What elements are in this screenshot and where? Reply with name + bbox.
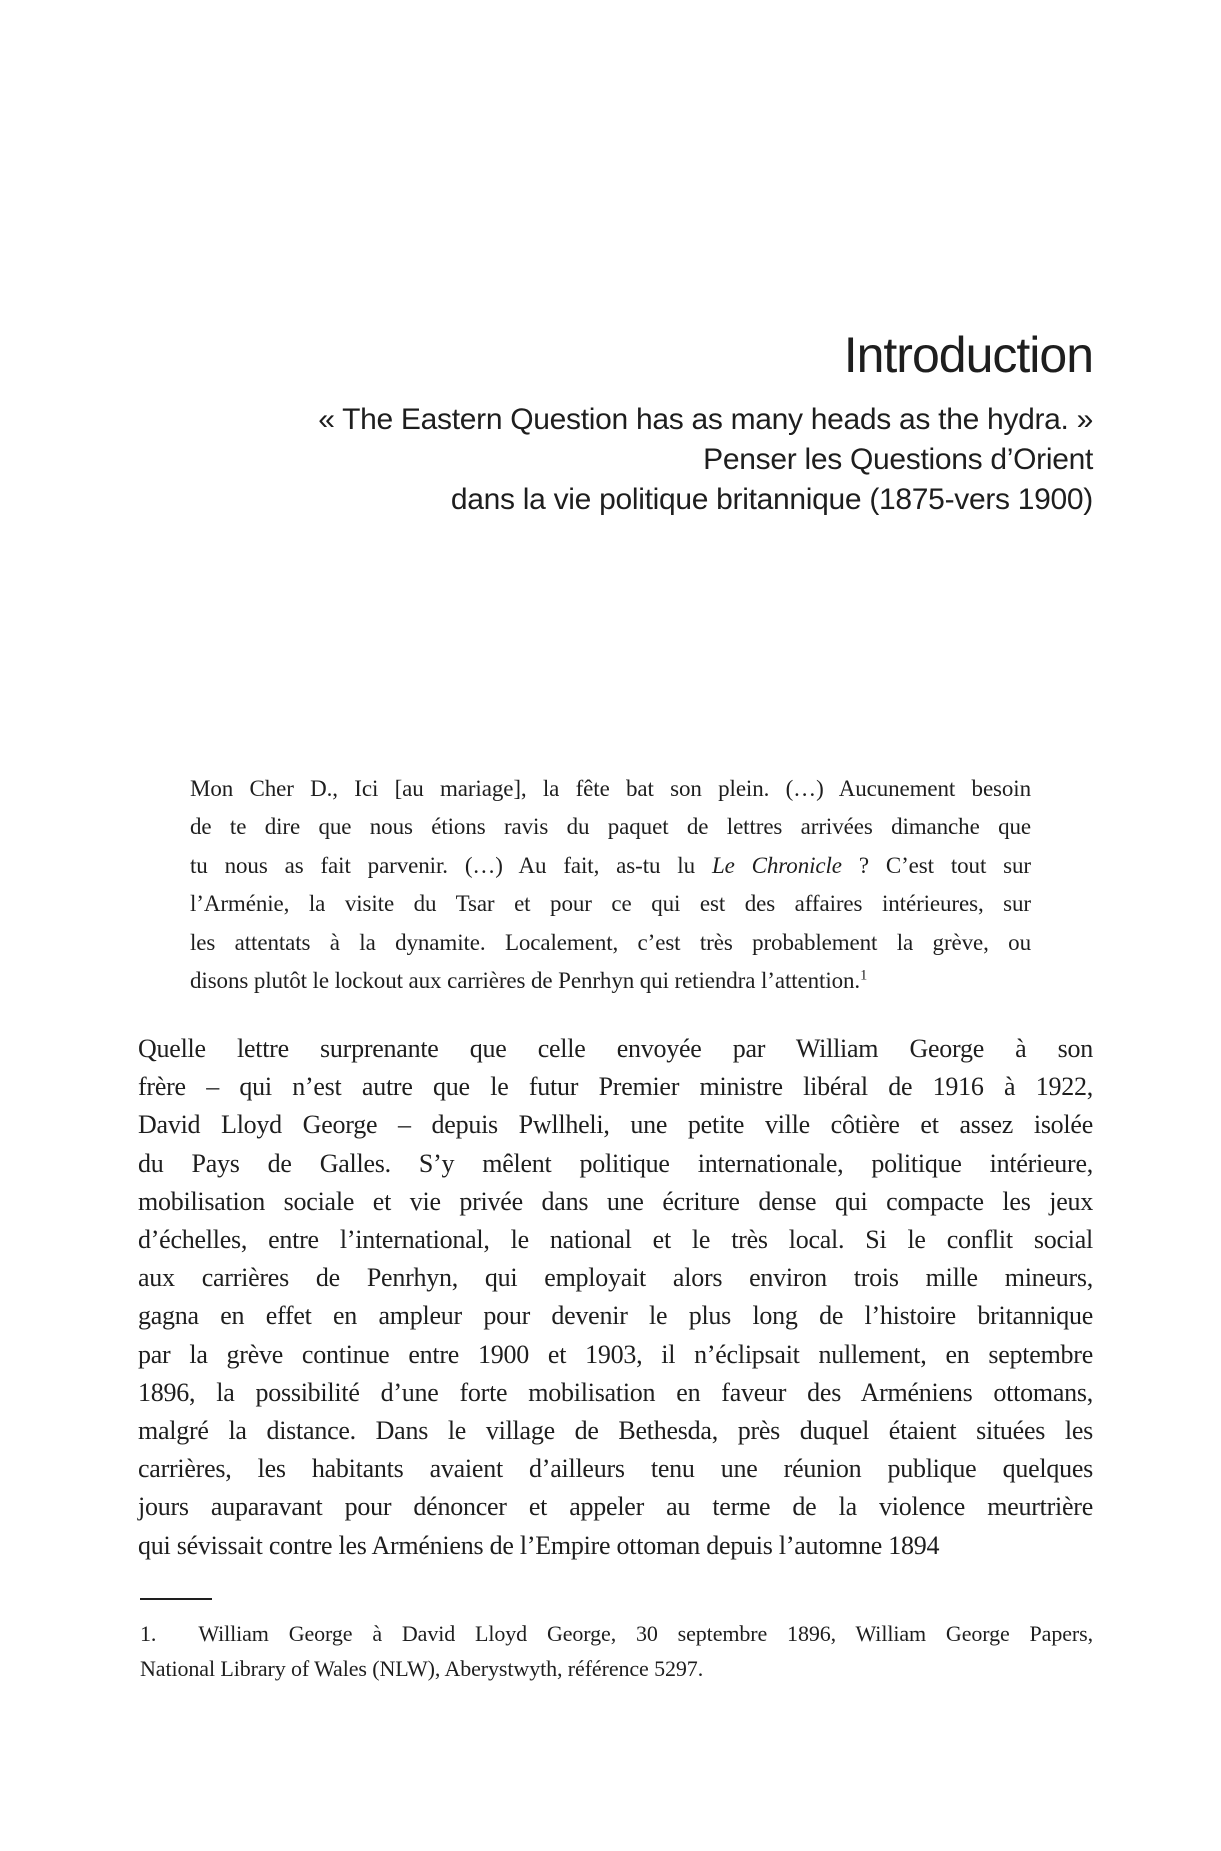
footnote-line-1 [140, 1616, 1093, 1651]
epigraph-quote [190, 770, 1031, 1000]
chapter-subtitle [138, 400, 1093, 520]
epigraph-line6-text: disons plutôt le lockout aux carrières de Penrhyn qui retiendra l’attention. [190, 968, 861, 994]
epigraph-line: l’Arménie, la visite du Tsar et pour ce qui est des affaires intérieures, sur [190, 891, 1031, 917]
body-line: jours auparavant pour dénoncer et appeler au terme de la violence meurtrière [138, 1492, 1093, 1522]
body-line: par la grève continue entre 1900 et 1903, il n’éclipsait nullement, en septembre [138, 1339, 1093, 1369]
chapter-title: Introduction [843, 327, 1093, 383]
body-line: frère – qui n’est autre que le futur Premier ministre libéral de 1916 à 1922, [138, 1072, 1093, 1102]
subtitle-line-2: Penser les Questions d’Orient [703, 443, 1093, 476]
footnote-line-2: National Library of Wales (NLW), Aberystwyth, référence 5297. [140, 1656, 704, 1681]
body-line: qui sévissait contre les Arméniens de l’Empire ottoman depuis l’automne 1894 [138, 1530, 940, 1560]
body-line: 1896, la possibilité d’une forte mobilisation en faveur des Arméniens ottomans, [138, 1377, 1093, 1407]
subtitle-line-1: « The Eastern Question has as many heads as the hydra. » [318, 403, 1093, 436]
epigraph-line [190, 962, 1031, 1000]
body-line: mobilisation sociale et vie privée dans une écriture dense qui compacte les jeux [138, 1186, 1093, 1216]
epigraph-line3-pre: tu nous as fait parvenir. (…) Au fait, as-tu lu [190, 852, 712, 878]
footnote-area [140, 1598, 1093, 1686]
epigraph-line [190, 847, 1031, 885]
footnote-separator-rule [140, 1598, 212, 1600]
epigraph-line3-post: ? C’est tout sur [841, 852, 1031, 878]
footnote-text-1: William George à David Lloyd George, 30 septembre 1896, William George Papers, [198, 1621, 1093, 1646]
body-line: malgré la distance. Dans le village de Bethesda, près duquel étaient situées les [138, 1416, 1093, 1446]
body-line: Quelle lettre surprenante que celle envoyée par William George à son [138, 1034, 1093, 1063]
footnote-reference-1: 1 [860, 967, 868, 984]
footnote-number: 1. [140, 1621, 157, 1646]
chapter-heading [138, 326, 1093, 520]
epigraph-line: Mon Cher D., Ici [au mariage], la fête bat son plein. (…) Aucunement besoin [190, 776, 1031, 801]
journal-title-italic: Le Chronicle [711, 852, 842, 878]
body-line: carrières, les habitants avaient d’ailleurs tenu une réunion publique quelques [138, 1454, 1093, 1484]
epigraph-line: les attentats à la dynamite. Localement, c’est très probablement la grève, ou [190, 929, 1031, 955]
body-line: d’échelles, entre l’international, le national et le très local. Si le conflit social [138, 1225, 1093, 1255]
body-line: du Pays de Galles. S’y mêlent politique internationale, politique intérieure, [138, 1148, 1093, 1178]
body-line: gagna en effet en ampleur pour devenir le plus long de l’histoire britannique [138, 1301, 1093, 1331]
epigraph-line: de te dire que nous étions ravis du paquet de lettres arrivées dimanche que [190, 814, 1031, 840]
body-line: aux carrières de Penrhyn, qui employait alors environ trois mille mineurs, [138, 1263, 1093, 1293]
body-paragraph [138, 1030, 1093, 1565]
subtitle-line-3: dans la vie politique britannique (1875-vers 1900) [450, 483, 1093, 516]
body-line: David Lloyd George – depuis Pwllheli, une petite ville côtière et assez isolée [138, 1110, 1093, 1140]
